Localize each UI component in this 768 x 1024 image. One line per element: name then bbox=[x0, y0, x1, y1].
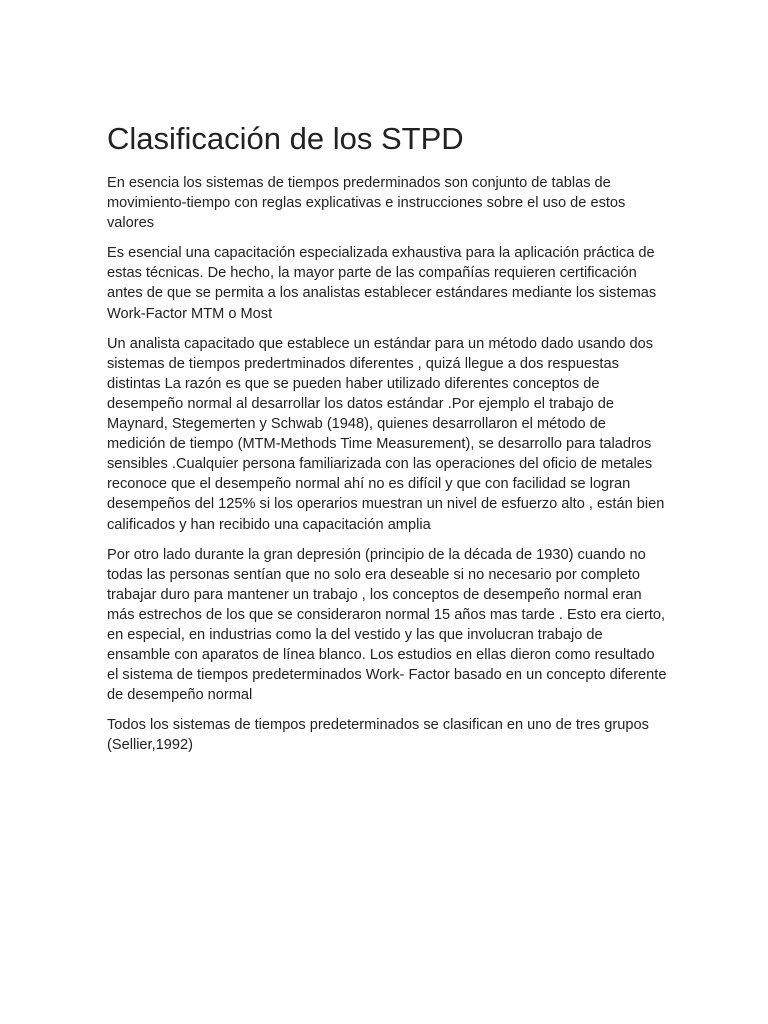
paragraph-capacitacion: Es esencial una capacitación especializada exhaustiva para la aplicación práctica de estas técnicas. De hecho, la mayor parte de las compañías requieren certificación antes de que se permita a los analistas establecer estándares mediante los sistemas Work-Factor MTM o Most bbox=[107, 245, 657, 322]
paragraph-intro: En esencia los sistemas de tiempos prederminados son conjunto de tablas de movimiento-tiempo con reglas explicativas e instrucciones sobre el uso de estos valores bbox=[107, 175, 626, 232]
paragraph-clasificacion: Todos los sistemas de tiempos predeterminados se clasifican en uno de tres grupos (Sellier,1992) bbox=[107, 717, 649, 754]
document-page bbox=[107, 119, 667, 766]
paragraph-analista: Un analista capacitado que establece un estándar para un método dado usando dos sistemas de tiempos predertminados diferentes , quizá llegue a dos respuestas distintas La razón es que se pueden haber utilizado diferentes conceptos de desempeño normal al desarrollar los datos estándar .Por ejemplo el trabajo de Maynard, Stegemerten y Schwab (1948), quienes desarrollaron el método de medición de tiempo (MTM-Methods Time Measurement), se desarrollo para taladros sensibles .Cualquier persona familiarizada con las operaciones del oficio de metales reconoce que el desempeño normal ahí no es difícil y que con facilidad se logran desempeños del 125% si los operarios muestran un nivel de esfuerzo alto , están bien calificados y han recibido una capacitación amplia bbox=[107, 335, 665, 533]
page-title: Clasificación de los STPD bbox=[107, 121, 464, 156]
paragraph-depresion: Por otro lado durante la gran depresión (principio de la década de 1930) cuando no todas las personas sentían que no solo era deseable si no necesario por completo trabajar duro para mantener un trabajo , los conceptos de desempeño normal eran más estrechos de los que se consideraron normal 15 años mas tarde . Esto era cierto, en especial, en industrias como la del vestido y las que involucran trabajo de ensamble con aparatos de línea blanco. Los estudios en ellas dieron como resultado el sistema de tiempos predeterminados Work- Factor basado en un concepto diferente de desempeño normal bbox=[107, 546, 667, 704]
